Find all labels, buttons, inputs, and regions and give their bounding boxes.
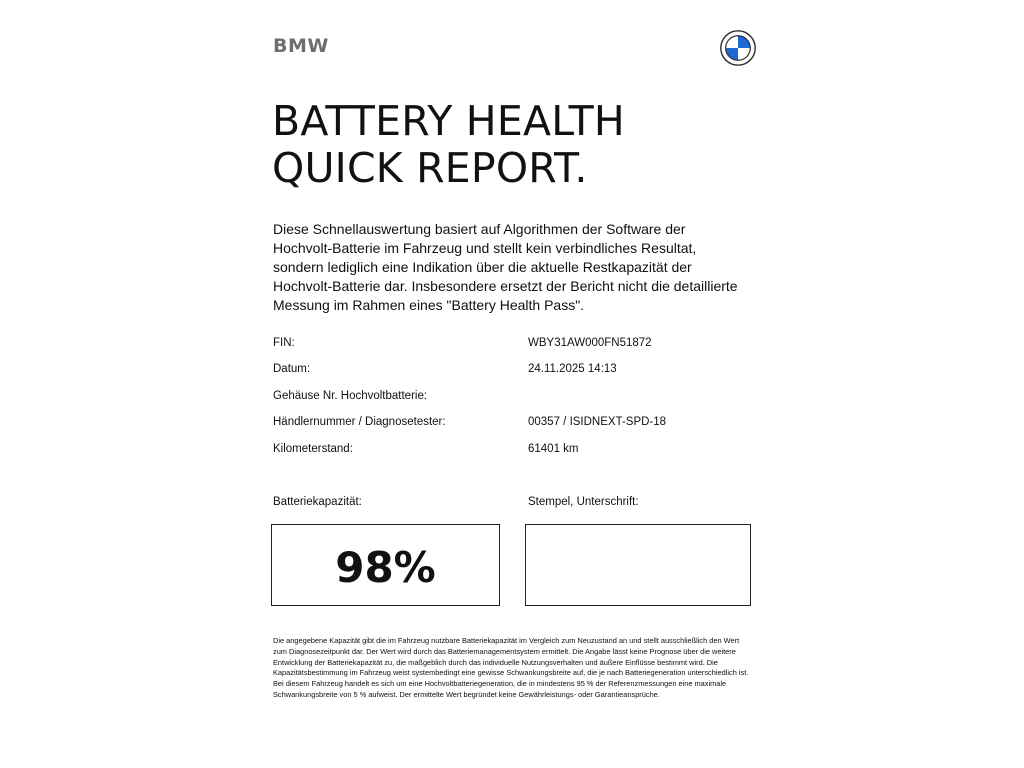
info-label: FIN: [273, 337, 295, 349]
signature-label: Stempel, Unterschrift: [528, 496, 639, 508]
brand-wordmark: BMW [273, 35, 329, 57]
info-label: Kilometerstand: [273, 442, 353, 455]
info-row-mileage [273, 439, 753, 465]
info-value: WBY31AW000FN51872 [528, 337, 652, 349]
report-title-line2: QUICK REPORT. [272, 144, 588, 192]
info-row-date [273, 359, 753, 385]
info-row-dealer [273, 412, 753, 438]
bmw-roundel-icon [720, 30, 756, 66]
info-label: Datum: [273, 363, 311, 376]
info-label: Gehäuse Nr. Hochvoltbatterie: [273, 389, 428, 402]
report-title [272, 98, 625, 192]
info-value: 00357 / ISIDNEXT-SPD-18 [528, 416, 667, 429]
info-label: Händlernummer / Diagnosetester: [273, 416, 446, 429]
intro-paragraph: Diese Schnellauswertung basiert auf Algorithmen der Software der Hochvolt-Batterie im Fahrzeug und stellt kein verbindliches Resultat, sondern lediglich eine Indikation über die aktuelle Restkapazität der Hochvolt-Batterie dar. Insbesondere ersetzt der Bericht nicht die detaillierte Messung im Rahmen eines "Battery Health Pass". [273, 221, 738, 313]
info-value: 61401 km [528, 442, 579, 455]
info-row-fin [273, 333, 753, 359]
info-value: 24.11.2025 14:13 [528, 363, 617, 376]
capacity-label: Batteriekapazität: [273, 496, 362, 508]
report-title-line1: BATTERY HEALTH [272, 97, 625, 145]
capacity-value: 98% [335, 543, 436, 592]
info-row-battery-housing [273, 386, 753, 412]
disclaimer-text: Die angegebene Kapazität gibt die im Fahrzeug nutzbare Batteriekapazität im Vergleich zum Neuzustand an und stellt ausschließlich den Wert zum Diagnosezeitpunkt dar. Der Wert wird durch das Batteriemanagementsystem ermittelt. Die Angabe lässt keine Prognose über die weitere Entwicklung der Batteriekapazität zu, die maßgeblich durch das individuelle Nutzungsverhalten und äußere Einflüsse bestimmt wird. Die Kapazitätsbestimmung im Fahrzeug weist systembedingt eine gewisse Schwankungsbreite auf, die je nach Batteriegeneration unterschiedlich ist. Bei diesem Fahrzeug handelt es sich um eine Hochvoltbatteriegeneration, die in mindestens 95 % der Referenzmessungen eine maximale Schwankungsbreite von 5 % aufweist. Der ermittelte Wert begründet keine Gewährleistungs- oder Garantieansprüche. [273, 636, 749, 699]
capacity-box [271, 524, 500, 606]
vehicle-info-list [273, 333, 753, 465]
signature-box [525, 524, 751, 606]
